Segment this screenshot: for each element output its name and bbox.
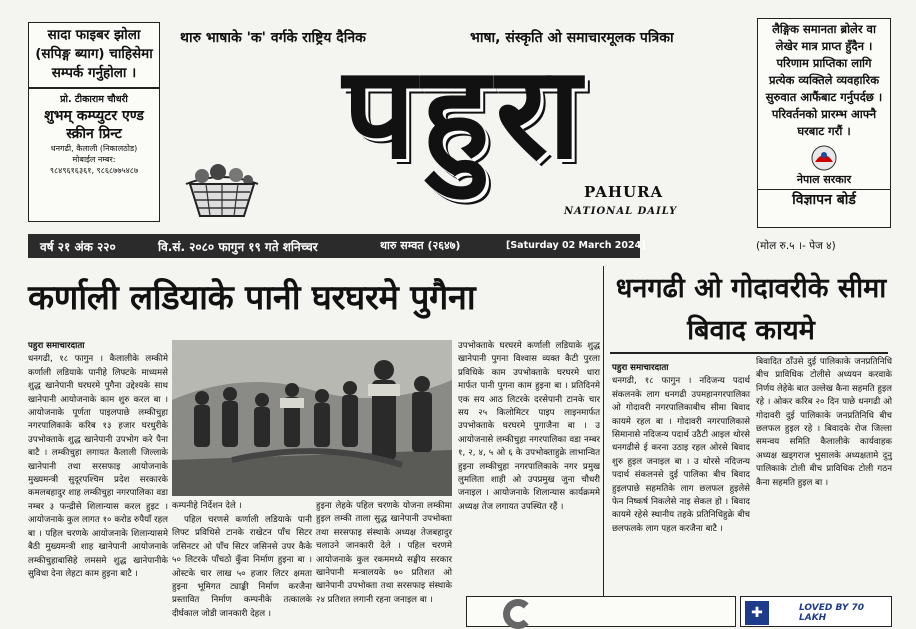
column-rule [603,266,604,596]
right-ad-board: विज्ञापन बोर्ड [758,189,890,209]
main-story-byline: पहुरा समाचारदाता [28,341,85,351]
left-ad-line1: सादा फाइबर झोला (सपिङ्ग ब्याग) चाहिसेमा सम्पर्क गर्नुहोला । [35,27,153,81]
right-ad-govt: नेपाल सरकार [796,173,852,186]
masthead-logo: पहुरा [342,39,588,188]
second-headline: धनगढी ओ गोदावरीके सीमा बिवाद कायमे [615,273,887,346]
dateline-date-np: वि.सं. २०८० फागुन १९ गते शनिच्चर [158,240,318,254]
brand-g-icon [503,599,533,629]
masthead-name-en: PAHURA [584,183,664,201]
left-ad-box [28,22,160,222]
bottom-ad-left [466,596,736,627]
main-story-col4: उपभोक्ताके घरघरमे कर्णाली लडियाके शुद्ध खानेपानी पुगना विश्वास व्यक्त कैटी पुरला प्रविधिके काम उपभोक्ताके घरघरमे धारा मार्फत पानी पुगना काम हुइना बा । प्रतिदिनमे एक सय आठ लिटरके दरसेपानी टानके चार सय २५ किलोमिटर पाइप लाइनमार्फत उपभोक्ताके घरघरमे पुगाजैना बा । उ आयोजनासे लम्कीचुहा नगरपालिका वडा नम्बर १, २, ४, ५ ओ ६ के उपभोक्ताहुक्रे लाभान्वित हुइना लम्कीचुहा नगरपालिकाके नगर प्रमुख लुमलिता शाही ओ उपप्रमुख जुना चौधरी जनाइल । आयोजनाके शिलान्यास कार्यक्रममे अध्यक्ष तेज लगायत उपस्थित रहैं । [458,341,600,512]
right-ad-text: लैङ्गिक समानता ब्रोलेर वा लेखेर मात्र प्राप्त हुँदैन । परिणाम प्राप्तिका लागि प्रत्येक व्यक्तिले व्यवहारिक सुरुवात आफैंबाट गर्नुपर्दछ । परिवर्तनको प्रारम्भ आफ्नै घरबाट गरौं । [765,22,883,138]
tagline-right: भाषा, संस्कृति ओ समाचारमूलक पत्रिका [470,30,674,46]
tagline-left: थारु भाषाके 'क' वर्गके राष्ट्रिय दैनिक [180,30,366,46]
brand-mark-icon: ✚ [745,601,769,625]
left-ad-company: शुभम् कम्प्युटर एण्ड स्क्रीन प्रिन्ट [44,107,144,142]
left-ad-divider [29,87,159,89]
dateline-tharu-year: थारु सम्वत (२६४७) [380,239,461,252]
left-ad-mobile-label: मोबाईल नम्बर: [72,154,116,164]
news-photo [172,340,452,496]
main-headline: कर्णाली लडियाके पानी घरघरमे पुगैना [28,278,476,318]
bottom-ad-banner: LOVED BY 70 LAKH [799,603,865,623]
main-story-col3: हुइना लेहके पहिल चरणके योजना लम्कीमा हुइल लम्की ताला सुद्ध खानेपानी उपभोक्ता तथा सरसफाइ संस्थाके अध्यक्ष तेजबहादुर चलाउने जानकारी देले । पहिल चरणमे आयोजनाके कुल रकममध्ये सङ्घीय सरकार खानेपानी मन्त्रालयके ७० प्रतिशत ओ खानेपानी उपभोक्ता तथा सरसफाइ संस्थाके २४ प्रतिशत लगानी रहना जनाइल बा । [316,501,452,605]
dateline-price: (मोल रु.५ ।- पेज ४) [756,240,836,252]
main-story-text1: धनगढी, १८ फागुन । कैलालीके लम्कीमे कर्णाली लडियाके पानीहे लिफ्टके माध्यमसे शुद्ध खानेपानी घरघरमे पुगैना उद्देश्यके साथ खानेपानी आयोजनाके काम शुरु करल बा । आयोजनाके पूर्णता पाइलपाछे लम्कीचुहा नगरपालिकाके करिब १३ हजार घरधुरीके उपभोक्ताके शुद्ध खानेपानी उपभोग करे पैना बाटै । लम्कीचुहा लगायत कैलाली जिल्लाके खानेपानी तथा सरसफाइ आयोजनाके मुख्यमन्त्री सुदूरपश्चिम प्रदेश सरकारके कमलबहादुर शाह लम्कीचुहा नगरपालिका वडा नम्बर ३ फन्द्रीसे शिलान्यास करल हुइट । आयोजनाके कुल लागत १० करोड रुपैयाँ रहल बा । पहिल चरणके आयोजनाके शिलान्यासमे बैठी मुख्यमन्त्री शाह खानेपानी आयोजनाके लम्कीचुहाबासिहे लमसमे शुद्ध खानेपानीके सुविधा देना लेहटा काम हुइना बाटै । [28,354,168,579]
second-story-col2: बिवादित ठाँउसे दुई पालिकाके जनप्रतिनिधि बीच प्राविधिक टोलीसे अध्ययन करवाके निर्णय लेहेके बात उल्लेख कैना सहमति हुइल रहे । ओकर करिब २० दिन पाछे धनगढी ओ गोदावरी दुई पालिकाके जनप्रतिनिधि बीच छलफल हुइल रहे । बिवादके रोज जिल्ला समन्वय समिति कैलालीके कार्यवाहक अध्यक्ष खड्गराज भुसालके अध्यक्षतामे दुनु पालिकाके टोली बीच प्राविधिक टोली गठन कैना सहमति हुइल बा । [756,357,892,488]
dateline-date-en: [Saturday 02 March 2024] [506,240,646,251]
main-story-col1 [28,340,168,600]
masthead-subtitle-en: NATIONAL DAILY [564,206,678,217]
second-story-byline: पहुरा समाचारदाता [612,363,669,373]
column-rule [610,352,888,354]
dateline-bar [28,234,891,258]
nepal-emblem-icon [809,144,839,172]
second-story-col1 [612,362,750,592]
basket-emblem [178,160,266,222]
bottom-ad-right [740,596,892,627]
left-ad-address: धनगढी, कैलाली (निकालठोड) [50,143,138,153]
main-story-col2: पहिल चरणसे कर्णाली लडियाके पानी लिफ्ट प्रविधिसे टानके राखेटन पाँच सिटर जसिनटर ओ पाँच सिटर जसिनसे उपर कैके ५० लिटरके पाँचठो कुँवा निर्माण हुइना बा । ओस्टके चार लाख ५० हजार लिटर क्षमता हुइना भूमिगत ट्याङ्की निर्माण करजैना प्रस्तावित निर्माण कम्पनीके तत्कालके दीर्घकाल जोडी जानकारी देहल । [172,515,312,619]
photo-caption: कम्पनीहे निर्देशन देले । [172,501,242,511]
right-ad-box [757,18,891,228]
left-ad-person: प्रो. टीकाराम चौधरी [60,93,128,105]
left-ad-phones: ९८४९६१६३६१, ९८६८७७५४८७ [49,165,139,175]
second-story-text1: धनगढी, १८ फागुन । नदिजन्य पदार्थ संकलनके लाग धनगढी उपमहानगरपालिका ओ गोदावरी नगरपालिकाबीच सीमा बिवाद कायमे रहल बा । गोदावरी नगरपालिकासे सिमानासे नदिजन्य पदार्थ उठैटी आइल थोरसे धनगढीसे ई करना उठाइ रहल ओरसे बिवाद शुरु हुइल जनाइल बा । उ थोरसे नदिजन्य पदार्थ संकलनसे दुई पालिका बीच बिवाद हुइलपाछे सहमतिके लाग छलफल हुइलेसे फेन निष्कर्ष निकलेसे नाइ सेकल हो । बिवाद कायमे रहेसे स्थानीय तहके प्रतिनिधिहुक्रे बीच छलफलके लाग पहल करजैना बाटै । [612,376,750,534]
dateline-issue: वर्ष २१ अंक २२० [40,240,116,254]
